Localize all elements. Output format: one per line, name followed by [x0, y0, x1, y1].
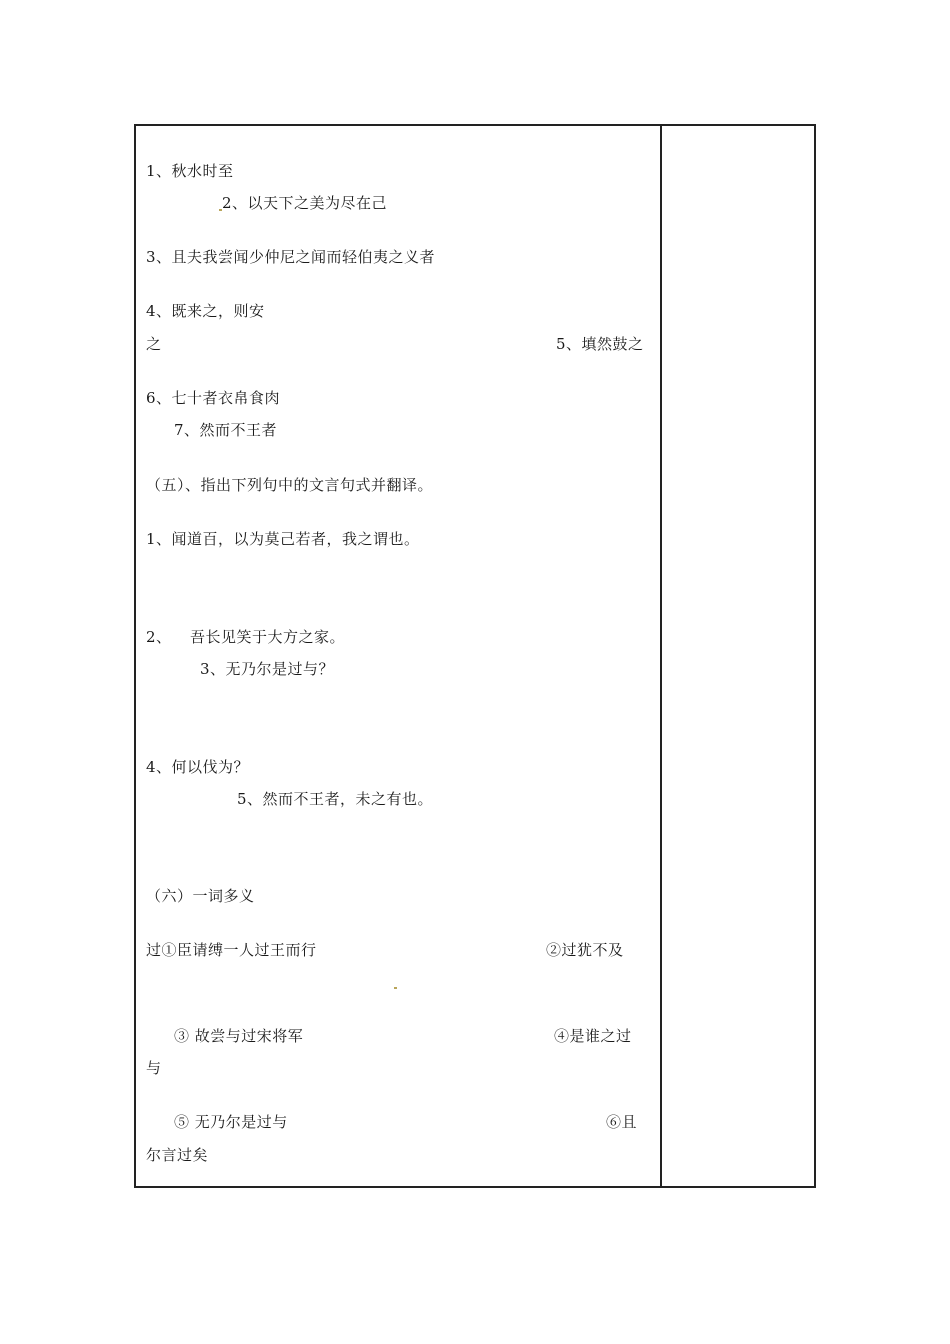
item-line-2: 2、以天下之美为尽在己 — [222, 194, 388, 212]
speck-mark — [394, 987, 397, 989]
item-line-1: 1、秋水时至 — [146, 162, 234, 180]
question-4: 4、何以伐为？ — [146, 758, 250, 776]
polysemy-item-2: ②过犹不及 — [546, 941, 624, 959]
question-1: 1、闻道百，以为莫己若者，我之谓也。 — [146, 530, 420, 548]
polysemy-item-4-continued: 与 — [146, 1059, 162, 1077]
polysemy-item-6: ⑥且 — [606, 1113, 638, 1131]
item-line-5: 5、填然鼓之 — [556, 335, 644, 353]
section-6-heading: （六）一词多义 — [146, 887, 255, 905]
polysemy-item-6-continued: 尔言过矣 — [146, 1146, 209, 1164]
item-line-7: 7、然而不王者 — [174, 421, 278, 439]
item-line-3: 3、且夫我尝闻少仲尼之闻而轻伯夷之义者 — [146, 248, 436, 266]
question-5: 5、然而不王者，未之有也。 — [237, 790, 434, 808]
polysemy-item-4: ④是谁之过 — [554, 1027, 632, 1045]
polysemy-item-5: ⑤ 无乃尔是过与 — [174, 1113, 288, 1131]
polysemy-item-1: 过①臣请缚一人过王而行 — [146, 941, 317, 959]
section-5-heading: （五）、指出下列句中的文言句式并翻译。 — [146, 476, 434, 494]
item-line-6: 6、七十者衣帛食肉 — [146, 389, 281, 407]
question-3: 3、无乃尔是过与？ — [200, 660, 335, 678]
question-2-text: 吾长见笑于大方之家。 — [190, 628, 346, 646]
item-line-4-continued: 之 — [146, 335, 162, 353]
item-line-4: 4、既来之，则安 — [146, 302, 265, 320]
column-divider — [660, 124, 662, 1188]
polysemy-item-3: ③ 故尝与过宋将军 — [174, 1027, 304, 1045]
question-2-number: 2、 — [146, 628, 172, 646]
